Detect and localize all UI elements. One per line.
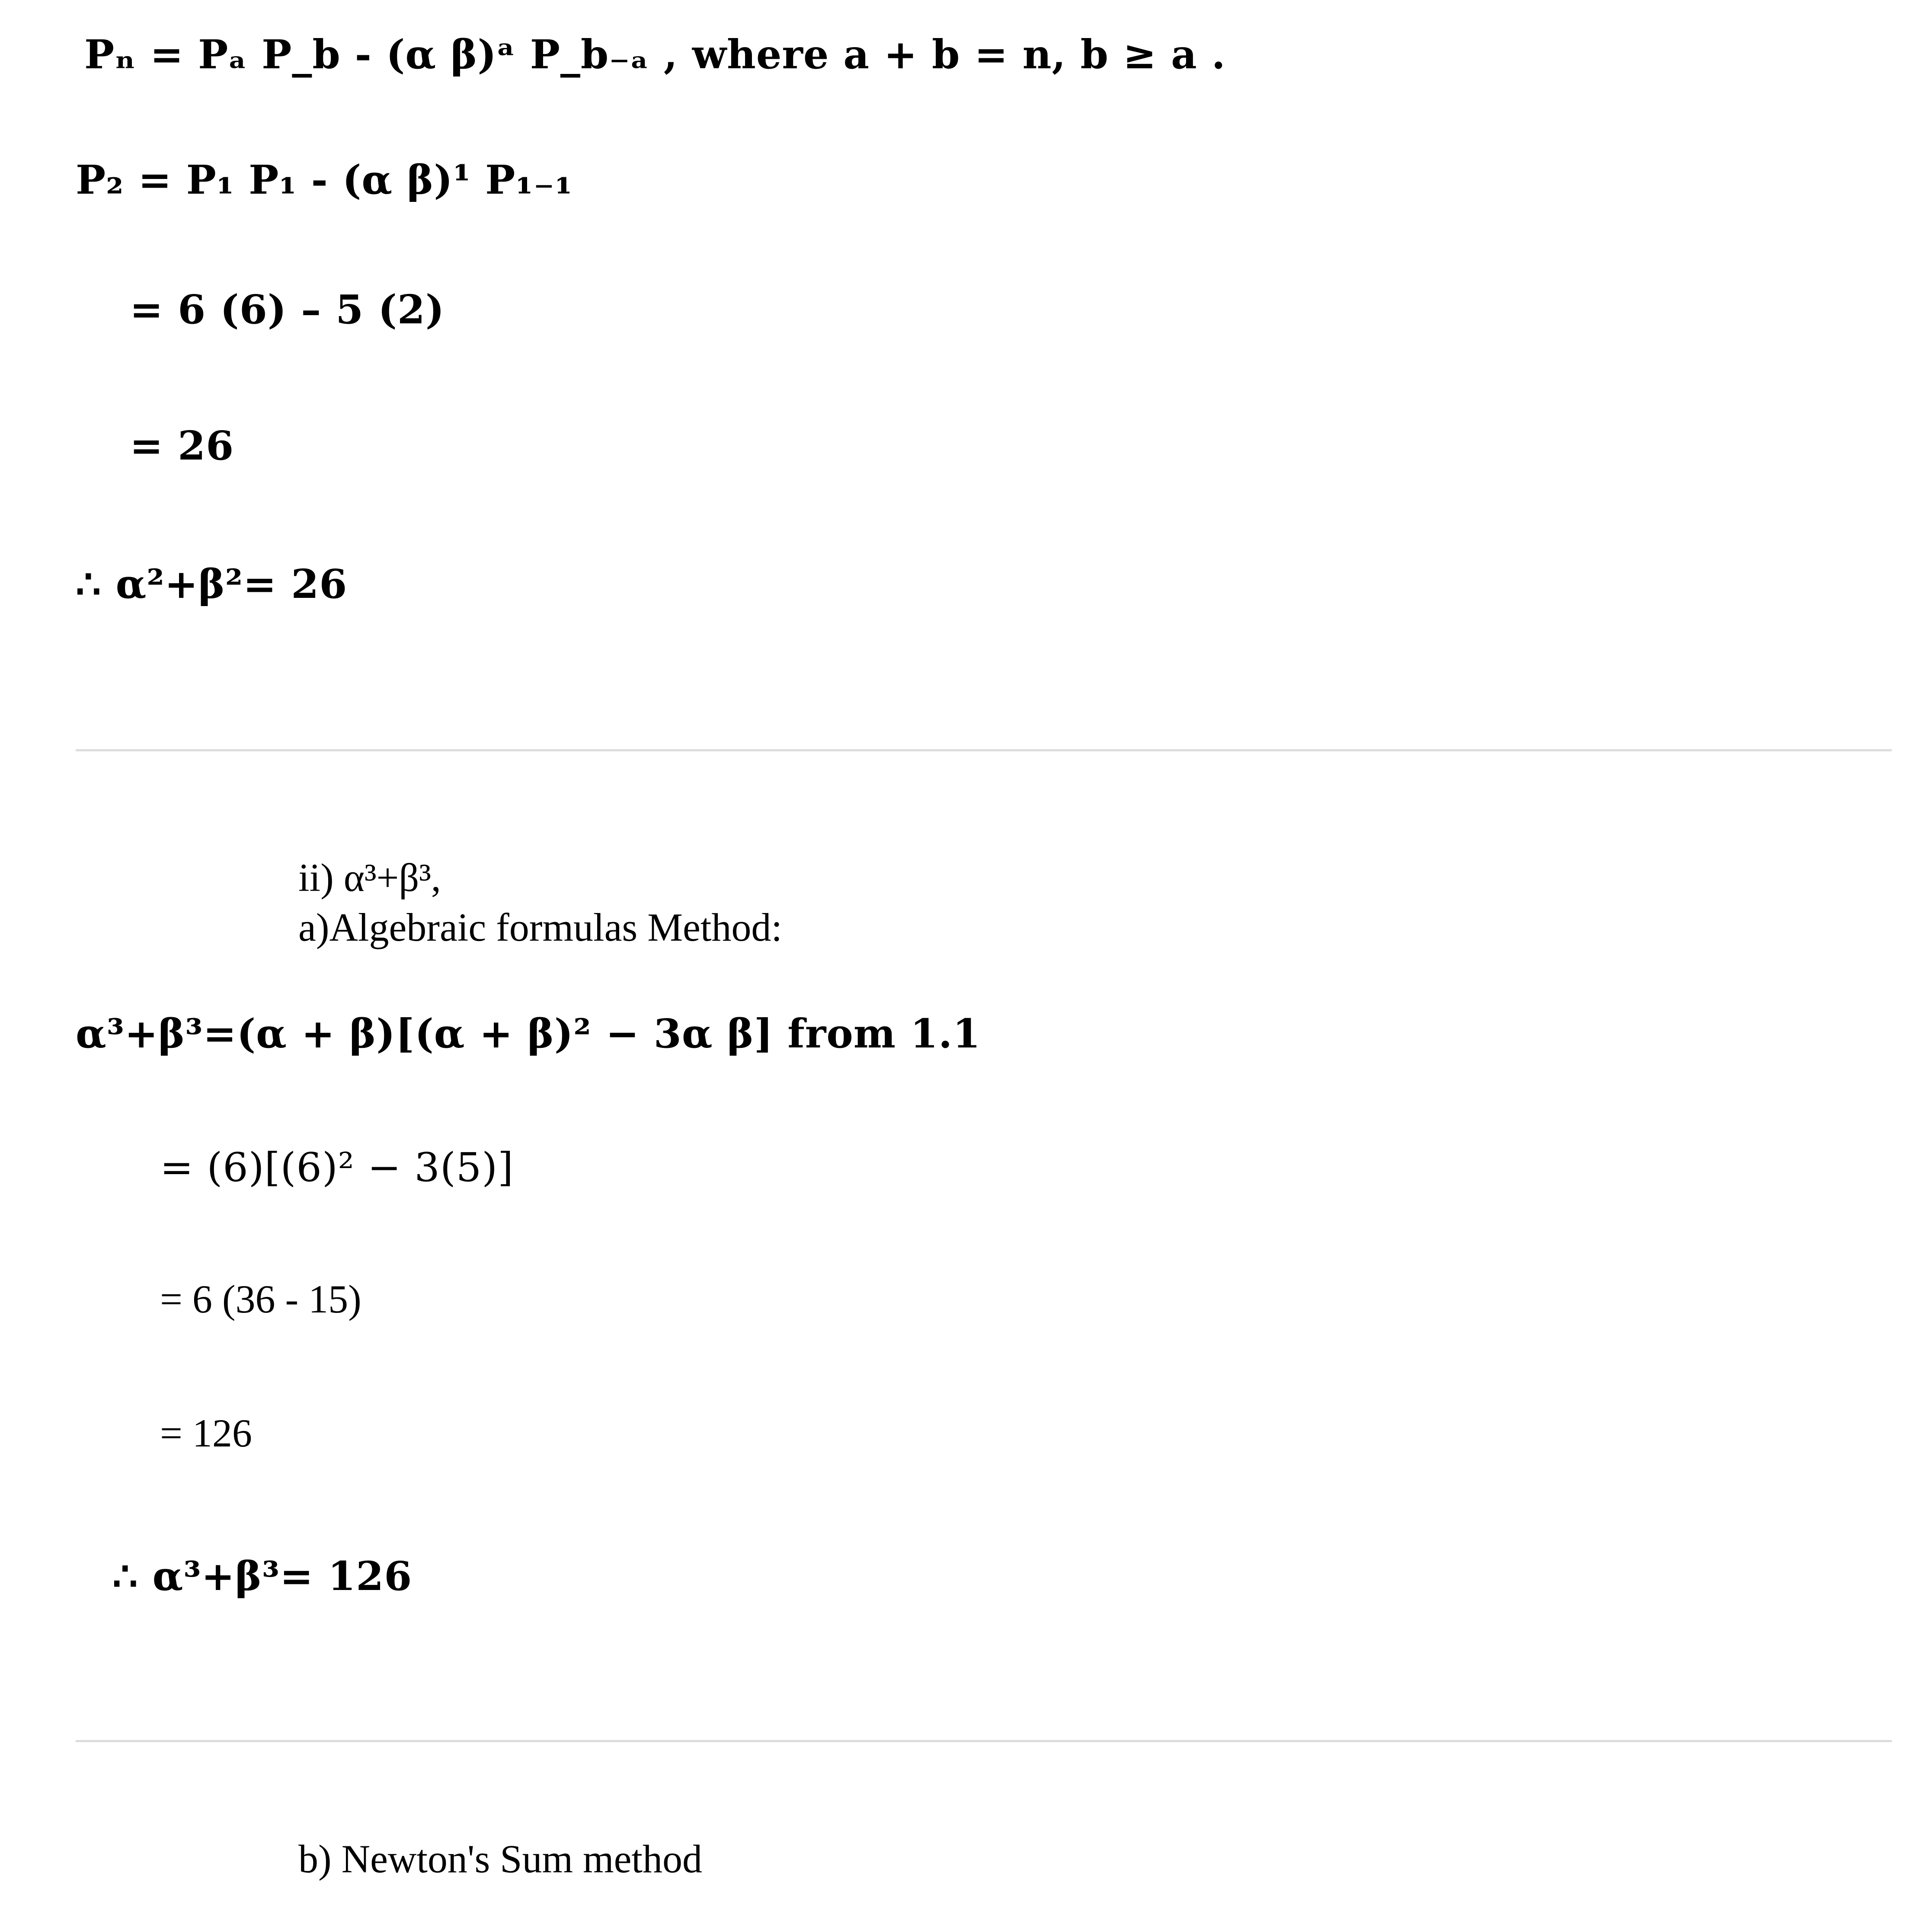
section-divider	[76, 1740, 1892, 1742]
sum-of-cubes-conclusion: ∴ α³+β³= 126	[112, 1553, 413, 1600]
cubes-simplify-step: = 6 (36 - 15)	[160, 1277, 361, 1321]
p2-result-step: = 26	[130, 422, 234, 469]
sum-of-cubes-identity: α³+β³=(α + β)[(α + β)² − 3α β] from 1.1	[76, 1010, 981, 1057]
section-divider	[76, 749, 1892, 751]
cubes-substitution-step: = (6)[(6)² − 3(5)]	[160, 1144, 514, 1191]
p2-recurrence-step: P₂ = P₁ P₁ - (α β)¹ P₁₋₁	[76, 156, 573, 203]
cubes-result-step: = 126	[160, 1411, 252, 1455]
sum-of-squares-conclusion: ∴ α²+β²= 26	[76, 561, 348, 607]
algebraic-method-label: a)Algebraic formulas Method:	[298, 905, 782, 949]
newton-sum-method-label: b) Newton's Sum method	[298, 1837, 702, 1881]
p2-substitution-step: = 6 (6) – 5 (2)	[130, 286, 445, 333]
newton-recurrence-formula: Pₙ = Pₐ P_b - (α β)ᵃ P_b₋ₐ , where a + b = n, b ≥ a .	[84, 31, 1226, 78]
part-ii-heading: ii) α³+β³,	[298, 856, 441, 900]
